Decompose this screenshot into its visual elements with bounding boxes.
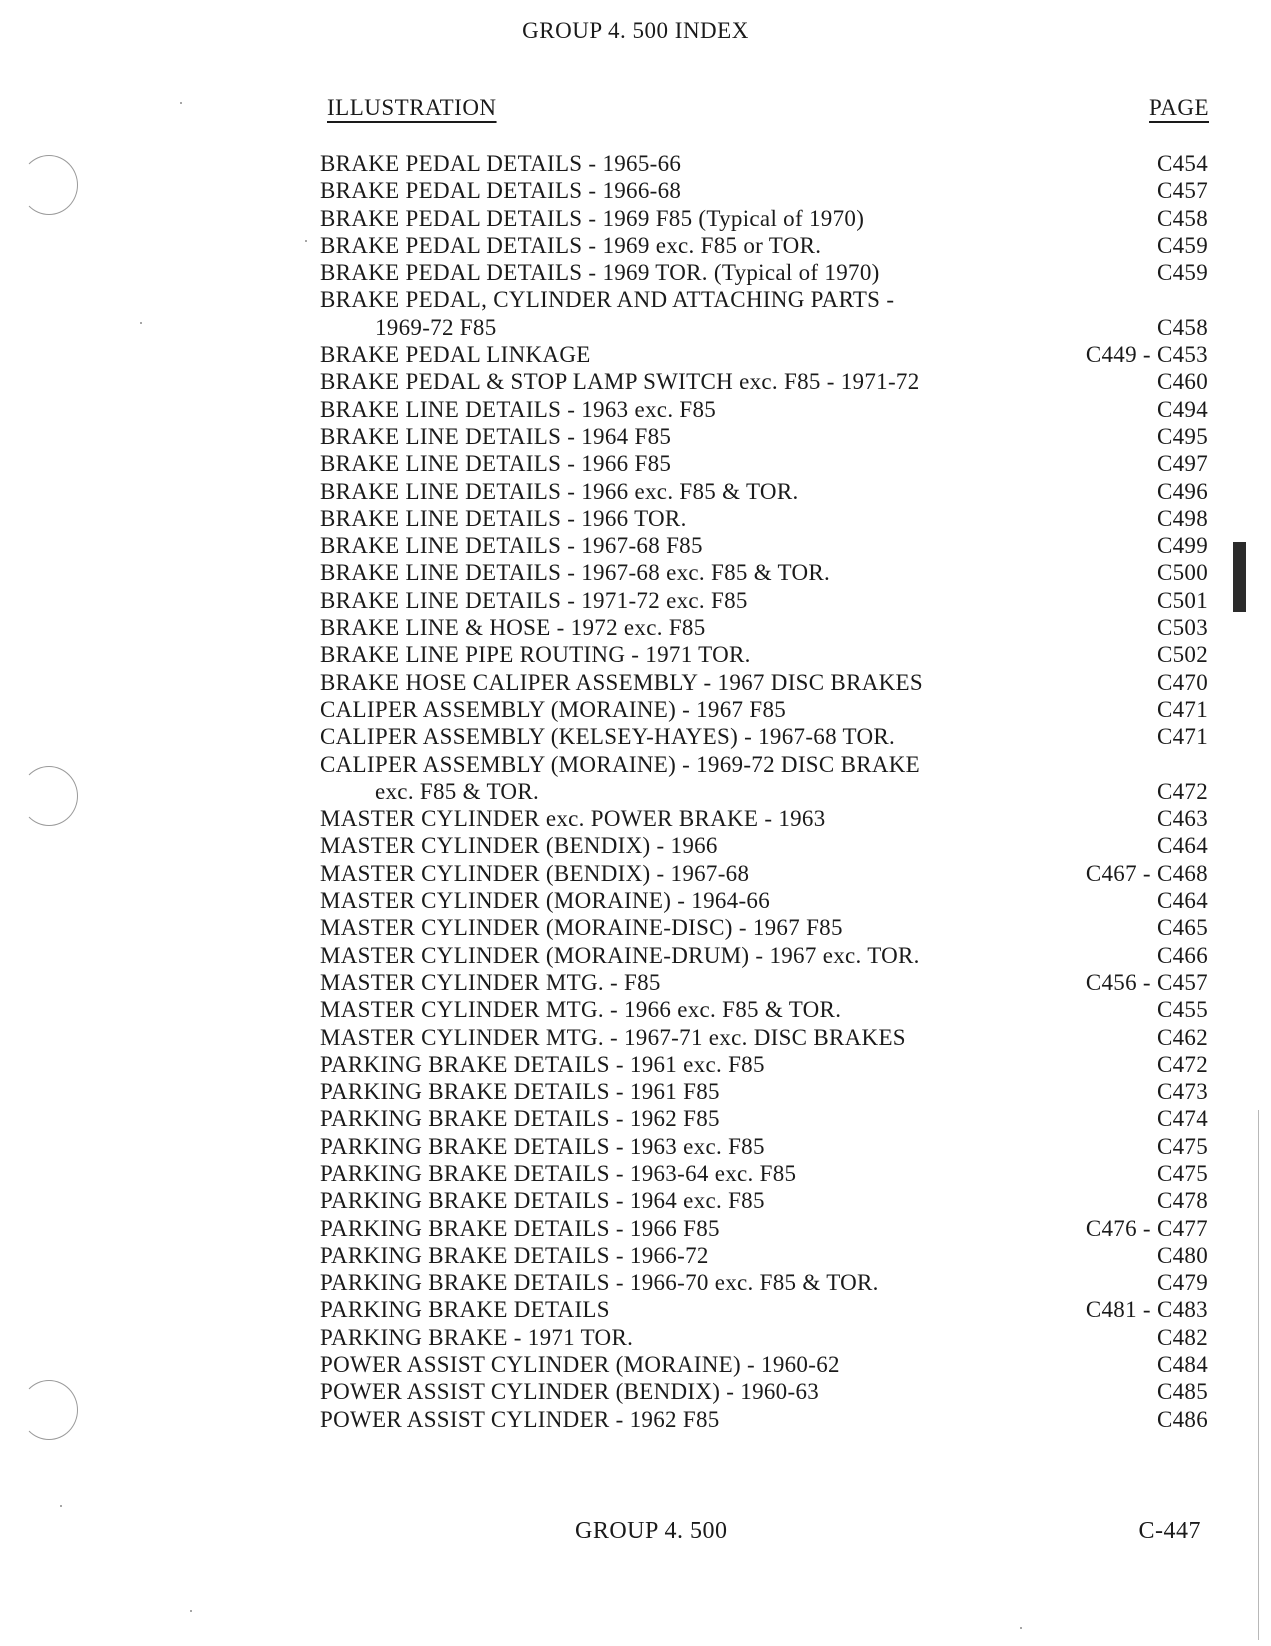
entry-illustration: PARKING BRAKE DETAILS - 1966-70 exc. F85 & TOR. — [320, 1270, 879, 1296]
entry-illustration: BRAKE LINE DETAILS - 1964 F85 — [320, 423, 672, 449]
entry-page-ref: C478 — [1156, 1188, 1208, 1214]
entry-page-ref: C482 — [1156, 1324, 1208, 1350]
scan-speck — [60, 1505, 62, 1507]
scan-speck — [140, 322, 142, 324]
entry-illustration: MASTER CYLINDER (BENDIX) - 1967-68 — [320, 860, 750, 886]
entry-illustration: BRAKE LINE DETAILS - 1966 TOR. — [320, 505, 687, 531]
entry-page-ref: C472 — [1156, 1051, 1208, 1077]
entry-illustration: exc. F85 & TOR. — [375, 778, 540, 804]
index-list — [320, 150, 1208, 1433]
entry-illustration: MASTER CYLINDER MTG. - 1966 exc. F85 & TOR. — [320, 997, 842, 1023]
entry-page-ref: C458 — [1156, 314, 1208, 340]
entry-illustration: BRAKE HOSE CALIPER ASSEMBLY - 1967 DISC BRAKES — [320, 669, 923, 695]
binder-hole-top — [20, 155, 78, 215]
entry-page-ref: C474 — [1156, 1106, 1208, 1132]
scan-speck — [305, 240, 307, 242]
entry-illustration: BRAKE PEDAL & STOP LAMP SWITCH exc. F85 - 1971-72 — [320, 369, 920, 395]
entry-page-ref: C458 — [1156, 205, 1208, 231]
index-entry — [320, 1378, 1208, 1405]
entry-illustration: BRAKE LINE DETAILS - 1967-68 exc. F85 & TOR. — [320, 560, 831, 586]
entry-illustration: MASTER CYLINDER exc. POWER BRAKE - 1963 — [320, 806, 826, 832]
index-entry — [320, 505, 1208, 532]
entry-illustration: BRAKE PEDAL, CYLINDER AND ATTACHING PARTS - — [320, 287, 895, 313]
index-entry — [320, 286, 1208, 313]
scan-speck — [180, 102, 182, 104]
index-entry — [320, 832, 1208, 859]
entry-illustration: BRAKE LINE DETAILS - 1967-68 F85 — [320, 533, 703, 559]
index-entry — [320, 1133, 1208, 1160]
entry-page-ref: C484 — [1156, 1352, 1208, 1378]
entry-illustration: PARKING BRAKE DETAILS - 1961 F85 — [320, 1079, 720, 1105]
entry-page-ref: C498 — [1156, 505, 1208, 531]
entry-page-ref: C500 — [1156, 560, 1208, 586]
entry-page-ref: C502 — [1156, 642, 1208, 668]
index-entry — [320, 1215, 1208, 1242]
entry-illustration: BRAKE LINE DETAILS - 1963 exc. F85 — [320, 396, 717, 422]
entry-page-ref: C497 — [1156, 451, 1208, 477]
scan-speck — [1020, 1627, 1022, 1629]
index-entry — [320, 669, 1208, 696]
entry-page-ref: C480 — [1156, 1242, 1208, 1268]
index-entry — [320, 614, 1208, 641]
entry-illustration: BRAKE LINE DETAILS - 1966 F85 — [320, 451, 672, 477]
entry-illustration: MASTER CYLINDER MTG. - F85 — [320, 969, 661, 995]
entry-illustration: 1969-72 F85 — [375, 314, 497, 340]
index-entry — [320, 1105, 1208, 1132]
entry-illustration: PARKING BRAKE DETAILS — [320, 1297, 610, 1323]
index-entry — [320, 1078, 1208, 1105]
entry-page-ref: C460 — [1156, 369, 1208, 395]
entry-illustration: CALIPER ASSEMBLY (KELSEY-HAYES) - 1967-68 TOR. — [320, 724, 896, 750]
entry-page-ref: C457 — [1156, 178, 1208, 204]
entry-page-ref: C472 — [1156, 778, 1208, 804]
illustration-column-header: ILLUSTRATION — [327, 95, 497, 120]
entry-page-ref: C462 — [1156, 1024, 1208, 1050]
entry-illustration: BRAKE LINE DETAILS - 1971-72 exc. F85 — [320, 587, 748, 613]
index-entry — [320, 1269, 1208, 1296]
entry-illustration: BRAKE PEDAL DETAILS - 1969 TOR. (Typical of 1970) — [320, 260, 880, 286]
index-entry — [320, 587, 1208, 614]
index-entry — [320, 177, 1208, 204]
index-entry — [320, 996, 1208, 1023]
entry-page-ref: C455 — [1156, 997, 1208, 1023]
entry-illustration: PARKING BRAKE DETAILS - 1966-72 — [320, 1242, 709, 1268]
entry-page-ref: C465 — [1156, 915, 1208, 941]
index-entry — [320, 1242, 1208, 1269]
index-entry — [320, 532, 1208, 559]
entry-page-ref: C496 — [1156, 478, 1208, 504]
entry-page-ref: C495 — [1156, 423, 1208, 449]
index-entry — [320, 696, 1208, 723]
entry-illustration: PARKING BRAKE - 1971 TOR. — [320, 1324, 634, 1350]
index-entry — [320, 150, 1208, 177]
index-entry — [320, 205, 1208, 232]
entry-illustration: CALIPER ASSEMBLY (MORAINE) - 1967 F85 — [320, 696, 787, 722]
index-entry — [320, 396, 1208, 423]
entry-illustration: POWER ASSIST CYLINDER - 1962 F85 — [320, 1406, 720, 1432]
entry-page-ref: C485 — [1156, 1379, 1208, 1405]
index-entry — [320, 1160, 1208, 1187]
entry-page-ref: C471 — [1156, 696, 1208, 722]
entry-illustration: BRAKE PEDAL LINKAGE — [320, 342, 591, 368]
entry-illustration: BRAKE PEDAL DETAILS - 1969 exc. F85 or TOR. — [320, 232, 822, 258]
index-entry — [320, 914, 1208, 941]
entry-page-ref: C459 — [1156, 232, 1208, 258]
entry-illustration: MASTER CYLINDER (BENDIX) - 1966 — [320, 833, 718, 859]
index-entry — [320, 368, 1208, 395]
index-entry — [320, 1296, 1208, 1323]
entry-page-ref: C454 — [1156, 151, 1208, 176]
index-entry — [320, 232, 1208, 259]
index-entry — [320, 1324, 1208, 1351]
entry-page-ref: C471 — [1156, 724, 1208, 750]
entry-page-ref: C473 — [1156, 1079, 1208, 1105]
entry-illustration: POWER ASSIST CYLINDER (MORAINE) - 1960-62 — [320, 1352, 840, 1378]
entry-page-ref: C466 — [1156, 942, 1208, 968]
entry-illustration: POWER ASSIST CYLINDER (BENDIX) - 1960-63 — [320, 1379, 820, 1405]
entry-page-ref: C459 — [1156, 260, 1208, 286]
index-entry — [320, 641, 1208, 668]
index-entry — [320, 1351, 1208, 1378]
entry-illustration: BRAKE PEDAL DETAILS - 1965-66 — [320, 151, 682, 176]
entry-illustration: MASTER CYLINDER MTG. - 1967-71 exc. DISC BRAKES — [320, 1024, 906, 1050]
index-entry — [320, 860, 1208, 887]
entry-page-ref: C449 - C453 — [1085, 342, 1208, 368]
page-title: GROUP 4. 500 INDEX — [522, 18, 749, 43]
index-entry — [320, 559, 1208, 586]
entry-illustration: PARKING BRAKE DETAILS - 1966 F85 — [320, 1215, 720, 1241]
entry-page-ref: C467 - C468 — [1085, 860, 1208, 886]
entry-illustration: PARKING BRAKE DETAILS - 1961 exc. F85 — [320, 1051, 765, 1077]
entry-page-ref: C486 — [1156, 1406, 1208, 1432]
entry-illustration: MASTER CYLINDER (MORAINE-DISC) - 1967 F85 — [320, 915, 843, 941]
entry-illustration: MASTER CYLINDER (MORAINE) - 1964-66 — [320, 888, 771, 914]
entry-illustration: CALIPER ASSEMBLY (MORAINE) - 1969-72 DISC BRAKE — [320, 751, 921, 777]
entry-illustration: PARKING BRAKE DETAILS - 1963-64 exc. F85 — [320, 1160, 797, 1186]
page-column-header: PAGE — [1149, 95, 1209, 120]
index-entry — [320, 969, 1208, 996]
index-entry — [320, 751, 1208, 778]
entry-page-ref: C503 — [1156, 615, 1208, 641]
entry-page-ref: C464 — [1156, 833, 1208, 859]
entry-illustration: MASTER CYLINDER (MORAINE-DRUM) - 1967 exc. TOR. — [320, 942, 920, 968]
entry-illustration: BRAKE LINE DETAILS - 1966 exc. F85 & TOR. — [320, 478, 799, 504]
binder-hole-bottom — [20, 1380, 78, 1440]
index-entry — [320, 1187, 1208, 1214]
entry-page-ref: C501 — [1156, 587, 1208, 613]
index-entry — [320, 478, 1208, 505]
index-entry — [320, 1406, 1208, 1433]
index-entry — [320, 723, 1208, 750]
section-tab-mark — [1233, 542, 1246, 612]
binder-hole-middle — [20, 766, 78, 826]
index-entry — [320, 1051, 1208, 1078]
entry-page-ref: C494 — [1156, 396, 1208, 422]
index-entry — [320, 423, 1208, 450]
index-entry — [320, 805, 1208, 832]
entry-page-ref: C479 — [1156, 1270, 1208, 1296]
entry-illustration: BRAKE PEDAL DETAILS - 1969 F85 (Typical of 1970) — [320, 205, 865, 231]
entry-illustration: BRAKE LINE & HOSE - 1972 exc. F85 — [320, 615, 706, 641]
index-entry — [320, 341, 1208, 368]
entry-illustration: PARKING BRAKE DETAILS - 1962 F85 — [320, 1106, 720, 1132]
entry-illustration: BRAKE PEDAL DETAILS - 1966-68 — [320, 178, 682, 204]
entry-illustration: BRAKE LINE PIPE ROUTING - 1971 TOR. — [320, 642, 751, 668]
entry-illustration: PARKING BRAKE DETAILS - 1963 exc. F85 — [320, 1133, 765, 1159]
footer-group-label: GROUP 4. 500 — [575, 1518, 728, 1544]
entry-page-ref: C470 — [1156, 669, 1208, 695]
index-entry — [320, 1024, 1208, 1051]
entry-page-ref: C475 — [1156, 1160, 1208, 1186]
entry-illustration: PARKING BRAKE DETAILS - 1964 exc. F85 — [320, 1188, 765, 1214]
entry-page-ref: C463 — [1156, 806, 1208, 832]
entry-page-ref: C456 - C457 — [1085, 969, 1208, 995]
entry-page-ref: C464 — [1156, 888, 1208, 914]
entry-page-ref: C481 - C483 — [1085, 1297, 1208, 1323]
entry-page-ref: C499 — [1156, 533, 1208, 559]
entry-page-ref: C476 - C477 — [1085, 1215, 1208, 1241]
index-entry — [320, 778, 1208, 805]
index-entry — [320, 887, 1208, 914]
index-entry — [320, 259, 1208, 286]
scan-speck — [190, 1610, 192, 1612]
index-entry — [320, 942, 1208, 969]
index-entry — [320, 314, 1208, 341]
footer-page-number: C-447 — [1138, 1518, 1201, 1544]
page-edge-line — [1258, 1110, 1259, 1640]
index-entry — [320, 450, 1208, 477]
entry-page-ref: C475 — [1156, 1133, 1208, 1159]
